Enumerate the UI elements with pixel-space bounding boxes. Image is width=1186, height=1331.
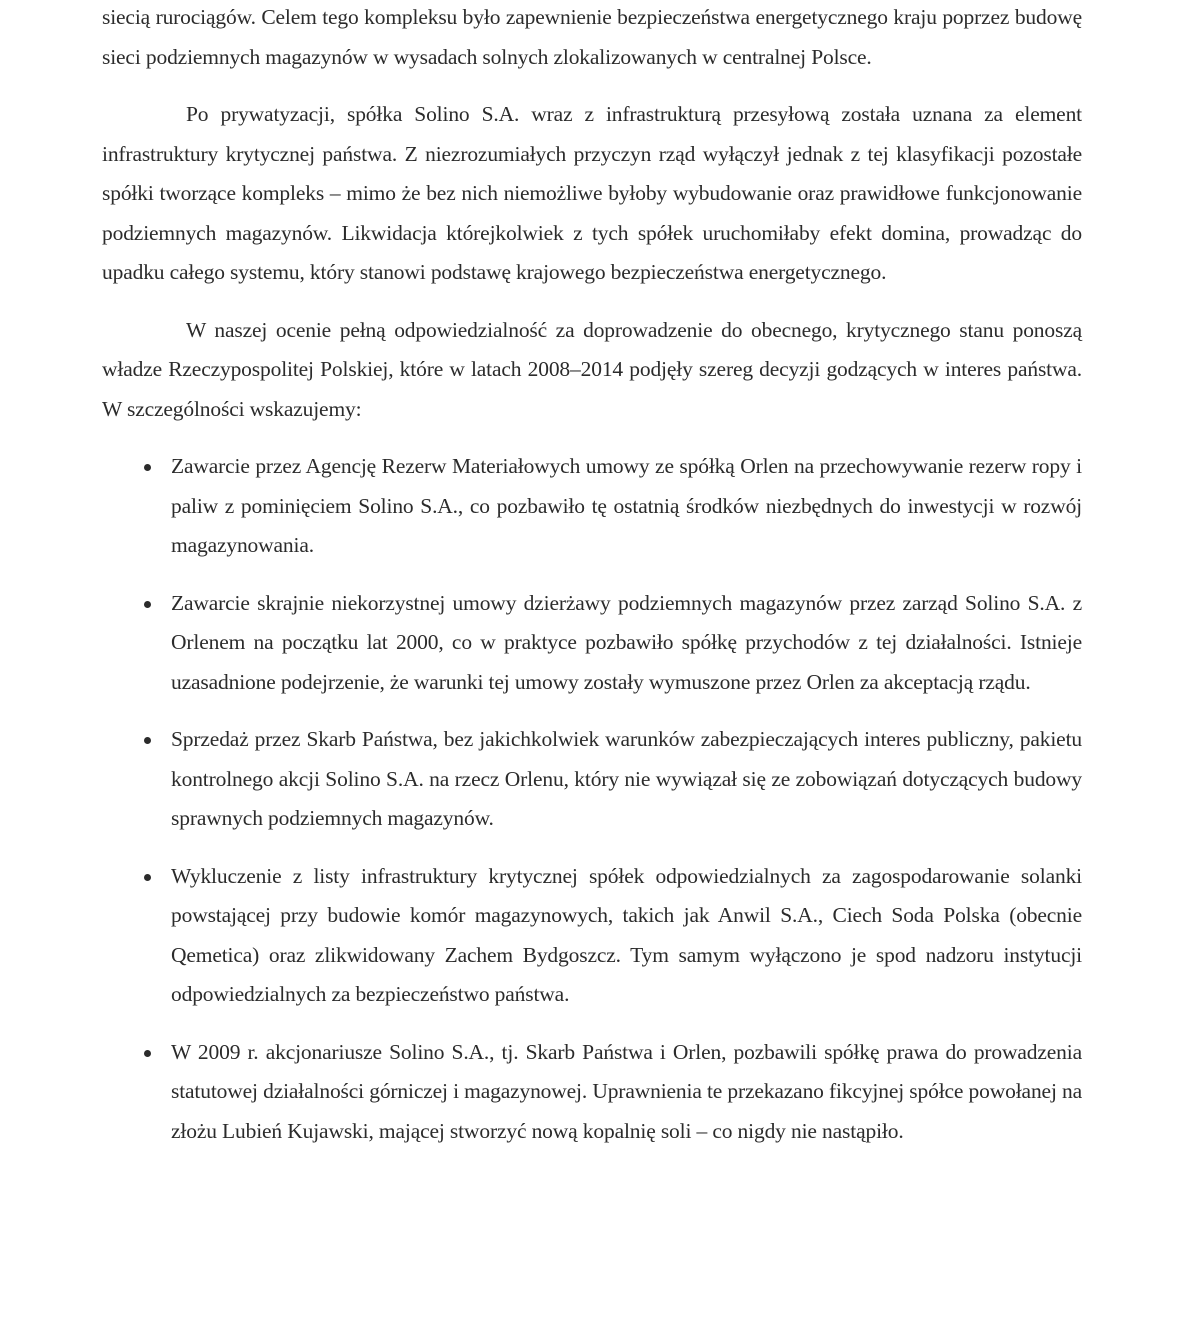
paragraph-continuation: siecią rurociągów. Celem tego kompleksu było zapewnienie bezpieczeństwa energetycznego kraju poprzez budowę sieci podziemnych magazynów w wysadach solnych zlokalizowanych w centralnej Polsce. xyxy=(102,5,1082,69)
bullet-text: Wykluczenie z listy infrastruktury krytycznej spółek odpowiedzialnych za zagospodarowanie solanki powstającej przy budowie komór magazynowych, takich jak Anwil S.A., Ciech Soda Polska (obecnie Qemetica) oraz zlikwidowany Zachem Bydgoszcz. Tym samym wyłączono je spod nadzoru instytucji odpowiedzialnych za bezpieczeństwo państwa. xyxy=(171,863,1082,1006)
paragraph-privatization: Po prywatyzacji, spółka Solino S.A. wraz z infrastrukturą przesyłową została uznana za element infrastruktury krytycznej państwa. Z niezrozumiałych przyczyn rząd wyłączył jednak z tej klasyfikacji pozostałe spółki tworzące kompleks – mimo że bez nich niemożliwe byłoby wybudowanie oraz prawidłowe funkcjonowanie podziemnych magazynów. Likwidacja którejkolwiek z tych spółek uruchomiłaby efekt domina, prowadząc do upadku całego systemu, który stanowi podstawę krajowego bezpieczeństwa energetycznego. xyxy=(102,102,1082,284)
bullet-text: Zawarcie skrajnie niekorzystnej umowy dzierżawy podziemnych magazynów przez zarząd Solino S.A. z Orlenem na początku lat 2000, co w praktyce pozbawiło spółkę przychodów z tej działalności. Istnieje uzasadnione podejrzenie, że warunki tej umowy zostały wymuszone przez Orlen za akceptacją rządu. xyxy=(171,590,1082,694)
bullet-icon xyxy=(144,874,151,881)
bullet-icon xyxy=(144,737,151,744)
bullet-text: Sprzedaż przez Skarb Państwa, bez jakichkolwiek warunków zabezpieczających interes publiczny, pakietu kontrolnego akcji Solino S.A. na rzecz Orlenu, który nie wywiązał się ze zobowiązań dotyczących budowy sprawnych podziemnych magazynów. xyxy=(171,727,1082,830)
paragraph-responsibility: W naszej ocenie pełną odpowiedzialność za doprowadzenie do obecnego, krytycznego stanu ponoszą władze Rzeczypospolitej Polskiej, które w latach 2008–2014 podjęły szereg decyzji godzących w interes państwa. W szczególności wskazujemy: xyxy=(102,317,1082,421)
bullet-item-share-sale xyxy=(102,720,1082,839)
bullet-icon xyxy=(144,601,151,608)
document-page xyxy=(102,0,1082,1151)
decisions-bullet-list xyxy=(102,447,1082,1151)
bullet-item-lease-agreement xyxy=(102,584,1082,703)
bullet-item-arm-agreement xyxy=(102,447,1082,566)
bullet-text: W 2009 r. akcjonariusze Solino S.A., tj. Skarb Państwa i Orlen, pozbawili spółkę prawa do prowadzenia statutowej działalności górniczej i magazynowej. Uprawnienia te przekazano fikcyjnej spółce powołanej na złożu Lubień Kujawski, mającej stworzyć nową kopalnię soli – co nigdy nie nastąpiło. xyxy=(171,1039,1082,1143)
bullet-icon xyxy=(144,464,151,471)
bullet-item-critical-infrastructure-exclusion xyxy=(102,857,1082,1015)
bullet-icon xyxy=(144,1050,151,1057)
bullet-text: Zawarcie przez Agencję Rezerw Materiałowych umowy ze spółką Orlen na przechowywanie rezerw ropy i paliw z pominięciem Solino S.A., co pozbawiło tę ostatnią środków niezbędnych do inwestycji w rozwój magazynowania. xyxy=(171,454,1082,557)
bullet-item-2009-rights-transfer xyxy=(102,1033,1082,1152)
